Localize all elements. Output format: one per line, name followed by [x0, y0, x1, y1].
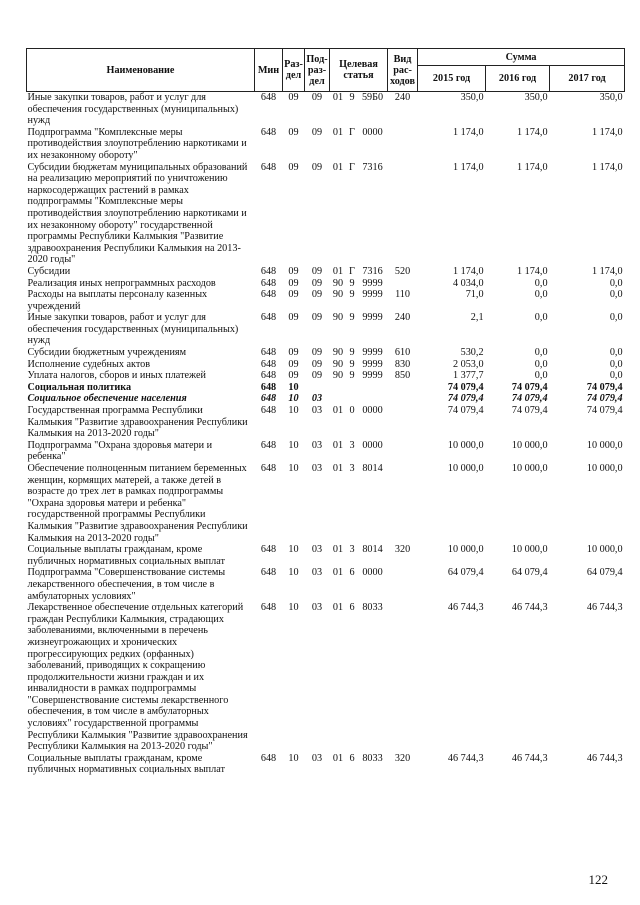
cell-cs-subprogram: 6	[349, 567, 355, 579]
cell-cs-program: 90	[332, 289, 344, 301]
cell-2016: 74 079,4	[511, 405, 548, 417]
cell-cs-direction: 8033	[362, 602, 383, 614]
cell-razdel: 10	[288, 752, 299, 764]
cell-name: Уплата налогов, сборов и иных платежей	[27, 370, 206, 382]
cell-2015: 74 079,4	[447, 381, 484, 393]
cell-cs-program: 01	[332, 92, 344, 103]
cell-razdel: 09	[288, 370, 299, 382]
cell-cs-program: 01	[332, 602, 344, 614]
cell-vid: 240	[394, 312, 411, 324]
cell-2017: 64 079,4	[586, 567, 623, 579]
cell-vid: 830	[394, 358, 411, 370]
cell-2016: 0,0	[534, 312, 548, 324]
cell-2015: 1 174,0	[452, 265, 484, 277]
cell-min: 648	[260, 312, 277, 324]
cell-2016: 46 744,3	[511, 602, 548, 614]
table-row	[27, 266, 625, 278]
cell-min: 648	[260, 277, 277, 289]
cell-min: 648	[260, 289, 277, 301]
cell-podrazdel: 03	[311, 752, 323, 764]
cell-cs-subprogram: 9	[349, 289, 355, 301]
cell-name: Субсидии бюджетным учреждениям	[27, 347, 187, 359]
cell-2015: 74 079,4	[447, 405, 484, 417]
cell-podrazdel: 03	[311, 463, 323, 474]
header-razdel: Раз- дел	[283, 49, 305, 92]
cell-min: 648	[260, 381, 277, 393]
cell-min: 648	[260, 602, 277, 614]
cell-min: 648	[260, 358, 277, 370]
cell-podrazdel: 03	[311, 393, 323, 405]
table-row	[27, 359, 625, 371]
cell-vid: 320	[394, 544, 411, 556]
cell-2016: 10 000,0	[511, 463, 548, 474]
cell-min: 648	[260, 126, 277, 138]
table-row	[27, 602, 625, 753]
cell-cs-subprogram: Г	[349, 265, 355, 277]
cell-cs-direction: 9999	[362, 358, 383, 370]
cell-name: Субсидии бюджетам муниципальных образований на реализацию мероприятий по уничтожению наркосодержащих растений в рамках подпрограммы "Комплексные меры противодействия злоупотреблению наркотиками и их незаконному обороту" государственной программы Республики Калмыкия "Развитие здравоохранения Республики Калмыкия на 2013-2020 годы"	[27, 161, 248, 266]
cell-cs-subprogram: 9	[349, 277, 355, 289]
cell-2016: 350,0	[524, 92, 548, 103]
cell-2017: 1 174,0	[592, 161, 623, 173]
cell-name: Государственная программа Республики Калмыкия "Развитие здравоохранения Республики Калмыкия на 2013-2020 годы"	[27, 405, 248, 440]
cell-razdel: 10	[288, 567, 299, 579]
cell-2016: 74 079,4	[511, 381, 548, 393]
cell-2016: 0,0	[534, 289, 548, 301]
cell-2017: 0,0	[609, 277, 623, 289]
cell-cs-program: 90	[332, 312, 344, 324]
cell-vid	[388, 393, 418, 405]
cell-cs-subprogram: 9	[349, 358, 355, 370]
cell-2015: 530,2	[460, 347, 484, 359]
cell-vid: 520	[394, 265, 411, 277]
cell-name: Социальное обеспечение населения	[27, 393, 187, 405]
cell-podrazdel: 09	[311, 161, 323, 173]
cell-cs-program: 90	[332, 347, 344, 359]
cell-vid: 850	[394, 370, 411, 382]
cell-2017: 1 174,0	[592, 265, 623, 277]
table-row	[27, 162, 625, 266]
cell-podrazdel: 09	[311, 289, 323, 301]
cell-razdel: 09	[288, 92, 299, 103]
cell-podrazdel: 03	[311, 602, 323, 614]
cell-2017: 10 000,0	[586, 544, 623, 556]
cell-razdel: 09	[288, 265, 299, 277]
header-year-2017: 2017 год	[550, 66, 625, 92]
cell-cs-subprogram: 6	[349, 752, 355, 764]
table-row	[27, 127, 625, 162]
cell-vid	[388, 567, 418, 602]
cell-cs-subprogram: 9	[349, 312, 355, 324]
cell-min: 648	[260, 544, 277, 556]
cell-min: 648	[260, 265, 277, 277]
cell-2016: 0,0	[534, 277, 548, 289]
cell-name: Подпрограмма "Охрана здоровья матери и ребенка"	[27, 439, 213, 463]
cell-2017: 1 174,0	[592, 126, 623, 138]
cell-name: Исполнение судебных актов	[27, 358, 151, 370]
cell-cs-program	[330, 382, 347, 394]
cell-cs-subprogram: 6	[349, 602, 355, 614]
cell-cs-program: 01	[332, 405, 344, 417]
header-year-2015: 2015 год	[418, 66, 486, 92]
cell-2017: 74 079,4	[586, 393, 623, 405]
cell-cs-subprogram: 9	[349, 370, 355, 382]
table-row	[27, 405, 625, 440]
cell-min: 648	[260, 405, 277, 417]
cell-2016: 10 000,0	[511, 544, 548, 556]
cell-name: Подпрограмма "Комплексные меры противодействия злоупотреблению наркотиками и их незаконному обороту"	[27, 126, 247, 161]
cell-cs-subprogram: 9	[349, 347, 355, 359]
table-row	[27, 312, 625, 347]
cell-2016: 0,0	[534, 358, 548, 370]
table-row	[27, 440, 625, 463]
cell-min: 648	[260, 439, 277, 451]
cell-razdel: 09	[288, 312, 299, 324]
cell-vid	[388, 278, 418, 290]
cell-cs-direction	[358, 393, 388, 405]
cell-2016: 74 079,4	[511, 393, 548, 405]
cell-cs-direction: 59Б0	[361, 92, 384, 103]
cell-2015: 10 000,0	[447, 463, 484, 474]
cell-2016: 10 000,0	[511, 439, 548, 451]
cell-name: Обеспечение полноценным питанием беременных женщин, кормящих матерей, а также детей в возрасте до трех лет в рамках подпрограммы "Охрана здоровья матери и ребенка" государственной программы Республики Калмыкия "Развитие здравоохранения Республики Калмыкия на 2013-2020 годы"	[27, 463, 248, 544]
table-body	[27, 92, 625, 777]
budget-table	[26, 48, 625, 776]
cell-cs-program: 01	[332, 752, 344, 764]
cell-min: 648	[260, 463, 277, 474]
cell-podrazdel: 09	[311, 358, 323, 370]
table-row	[27, 278, 625, 290]
cell-cs-program	[330, 393, 347, 405]
header-name: Наименование	[27, 49, 255, 92]
cell-razdel: 09	[288, 126, 299, 138]
cell-podrazdel	[305, 382, 330, 394]
cell-cs-program: 90	[332, 358, 344, 370]
cell-2017: 74 079,4	[586, 381, 623, 393]
cell-cs-subprogram: 9	[349, 92, 355, 103]
cell-2017: 10 000,0	[586, 463, 623, 474]
cell-min: 648	[260, 752, 277, 764]
cell-2016: 64 079,4	[511, 567, 548, 579]
cell-name: Расходы на выплаты персоналу казенных учреждений	[27, 289, 208, 312]
cell-min: 648	[260, 370, 277, 382]
cell-2017: 0,0	[609, 370, 623, 382]
cell-cs-subprogram: 3	[349, 544, 355, 556]
cell-razdel: 10	[288, 602, 299, 614]
cell-razdel: 09	[288, 277, 299, 289]
cell-podrazdel: 09	[311, 265, 323, 277]
cell-razdel: 10	[288, 544, 299, 556]
cell-razdel: 09	[288, 358, 299, 370]
cell-cs-direction: 9999	[362, 347, 383, 359]
cell-name: Реализация иных непрограммных расходов	[27, 277, 216, 289]
cell-cs-subprogram: 0	[349, 405, 355, 417]
cell-2017: 10 000,0	[586, 439, 623, 451]
cell-2015: 71,0	[465, 289, 484, 301]
cell-vid	[388, 440, 418, 463]
cell-2015: 74 079,4	[447, 393, 484, 405]
cell-cs-direction: 8033	[362, 752, 383, 764]
cell-2015: 2,1	[470, 312, 484, 324]
cell-min: 648	[260, 393, 277, 405]
cell-cs-program: 01	[332, 439, 344, 451]
cell-2017: 0,0	[609, 347, 623, 359]
cell-razdel: 09	[288, 289, 299, 301]
cell-cs-subprogram	[347, 393, 358, 405]
cell-cs-direction: 0000	[362, 405, 383, 417]
cell-podrazdel: 09	[311, 277, 323, 289]
cell-2017: 0,0	[609, 358, 623, 370]
table-row	[27, 463, 625, 544]
cell-razdel: 10	[288, 463, 299, 474]
cell-cs-direction: 0000	[362, 567, 383, 579]
cell-podrazdel: 09	[311, 347, 323, 359]
cell-cs-program: 90	[332, 277, 344, 289]
cell-vid: 610	[394, 347, 411, 359]
cell-name: Социальная политика	[27, 381, 132, 393]
cell-vid	[388, 602, 418, 753]
cell-cs-direction: 8014	[362, 544, 383, 556]
cell-podrazdel: 03	[311, 544, 323, 556]
cell-2015: 2 053,0	[452, 358, 484, 370]
cell-razdel: 10	[288, 439, 299, 451]
cell-cs-direction: 9999	[362, 312, 383, 324]
cell-2017: 0,0	[609, 289, 623, 301]
table-row	[27, 544, 625, 567]
cell-min: 648	[260, 347, 277, 359]
cell-vid	[388, 382, 418, 394]
table-row	[27, 393, 625, 405]
cell-cs-subprogram: Г	[349, 126, 355, 138]
cell-cs-direction	[358, 382, 388, 394]
cell-2015: 4 034,0	[452, 277, 484, 289]
cell-min: 648	[260, 161, 277, 173]
cell-2017: 74 079,4	[586, 405, 623, 417]
cell-cs-direction: 9999	[362, 289, 383, 301]
cell-2016: 1 174,0	[516, 265, 548, 277]
cell-podrazdel: 09	[311, 92, 323, 103]
cell-name: Социальные выплаты гражданам, кроме публичных нормативных социальных выплат	[27, 752, 225, 776]
cell-2016: 46 744,3	[511, 752, 548, 764]
cell-2016: 0,0	[534, 370, 548, 382]
cell-name: Субсидии	[27, 265, 71, 277]
header-year-2016: 2016 год	[486, 66, 550, 92]
cell-vid: 110	[395, 289, 410, 301]
cell-2015: 1 377,7	[452, 370, 484, 382]
cell-cs-program: 01	[332, 161, 344, 173]
table-row	[27, 382, 625, 394]
cell-razdel: 09	[288, 347, 299, 359]
cell-2015: 350,0	[460, 92, 484, 103]
cell-podrazdel: 03	[311, 567, 323, 579]
cell-razdel: 09	[288, 161, 299, 173]
cell-razdel: 10	[288, 405, 299, 417]
header-podrazdel: Под- раз- дел	[305, 49, 330, 92]
table-row	[27, 289, 625, 312]
cell-2016: 1 174,0	[516, 161, 548, 173]
cell-name: Иные закупки товаров, работ и услуг для обеспечения государственных (муниципальных) нужд	[27, 92, 239, 127]
budget-table-page	[26, 48, 624, 776]
cell-2017: 46 744,3	[586, 752, 623, 764]
page-number: 122	[588, 872, 608, 887]
cell-cs-program: 90	[332, 370, 344, 382]
cell-podrazdel: 09	[311, 370, 323, 382]
cell-vid: 240	[394, 92, 411, 103]
cell-cs-program: 01	[332, 126, 344, 138]
cell-podrazdel: 09	[311, 126, 323, 138]
cell-2015: 46 744,3	[447, 752, 484, 764]
cell-2017: 0,0	[609, 312, 623, 324]
cell-podrazdel: 09	[311, 312, 323, 324]
table-row	[27, 92, 625, 127]
header-celevaya: Целевая статья	[330, 49, 388, 92]
cell-cs-direction: 9999	[362, 370, 383, 382]
table-row	[27, 753, 625, 776]
cell-cs-program: 01	[332, 544, 344, 556]
cell-name: Подпрограмма "Совершенствование системы лекарственного обеспечения, в том числе в амбулаторных условиях"	[27, 567, 226, 602]
cell-2015: 64 079,4	[447, 567, 484, 579]
cell-cs-direction: 7316	[362, 161, 383, 173]
cell-cs-direction: 7316	[362, 265, 383, 277]
table-row	[27, 347, 625, 359]
cell-min: 648	[260, 92, 277, 103]
cell-podrazdel: 03	[311, 439, 323, 451]
cell-min: 648	[260, 567, 277, 579]
cell-name: Иные закупки товаров, работ и услуг для обеспечения государственных (муниципальных) нужд	[27, 312, 239, 347]
cell-2015: 10 000,0	[447, 439, 484, 451]
cell-razdel: 10	[288, 393, 299, 405]
cell-cs-subprogram: 3	[349, 463, 355, 474]
header-min: Мин	[255, 49, 283, 92]
cell-2015: 1 174,0	[452, 161, 484, 173]
cell-podrazdel: 03	[311, 405, 323, 417]
cell-vid	[388, 162, 418, 266]
cell-cs-direction: 8014	[362, 463, 383, 474]
cell-cs-direction: 0000	[362, 439, 383, 451]
cell-cs-subprogram: 3	[349, 439, 355, 451]
cell-cs-program: 01	[332, 463, 344, 474]
header-vid: Вид рас- ходов	[388, 49, 418, 92]
cell-2017: 350,0	[599, 92, 623, 103]
cell-cs-direction: 0000	[362, 126, 383, 138]
table-row	[27, 370, 625, 382]
cell-2016: 0,0	[534, 347, 548, 359]
cell-name: Социальные выплаты гражданам, кроме публичных нормативных социальных выплат	[27, 544, 225, 567]
cell-2016: 1 174,0	[516, 126, 548, 138]
table-row	[27, 567, 625, 602]
cell-2015: 1 174,0	[452, 126, 484, 138]
cell-cs-program: 01	[332, 265, 344, 277]
cell-vid	[388, 405, 418, 440]
cell-razdel: 10	[288, 381, 299, 393]
header-summa: Сумма	[418, 49, 625, 66]
cell-2017: 46 744,3	[586, 602, 623, 614]
cell-vid	[388, 127, 418, 162]
cell-vid: 320	[394, 752, 411, 764]
cell-cs-subprogram: Г	[349, 161, 355, 173]
cell-2015: 10 000,0	[447, 544, 484, 556]
cell-cs-subprogram	[347, 382, 358, 394]
cell-cs-program: 01	[332, 567, 344, 579]
cell-2015: 46 744,3	[447, 602, 484, 614]
cell-cs-direction: 9999	[362, 277, 383, 289]
cell-vid	[388, 463, 418, 544]
cell-name: Лекарственное обеспечение отдельных категорий граждан Республики Калмыкия, страдающих заболеваниями, включенными в перечень жизнеугрожающих и хронических прогрессирующих редких (орфанных) заболеваний, приводящих к сокращению продолжительности жизни граждан и их инвалидности в рамках подпрограммы "Совершенствование системы лекарственного обеспечения, в том числе в амбулаторных условиях" государственной программы Республики Калмыкия "Развитие здравоохранения Республики Калмыкия на 2013-2020 годы"	[27, 602, 248, 753]
